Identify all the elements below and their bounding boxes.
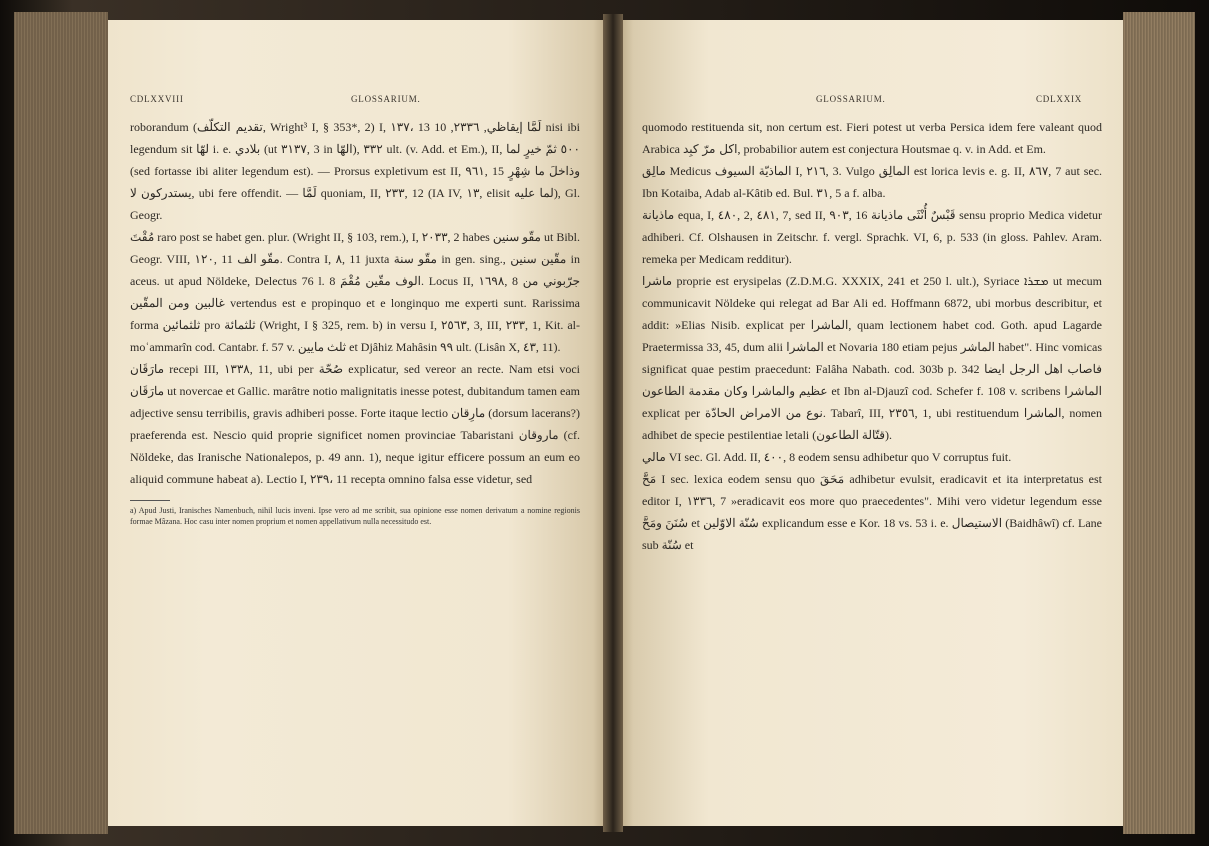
footnote-rule bbox=[130, 500, 170, 501]
left-page bbox=[108, 20, 608, 826]
entry-paragraph: ماشرا proprie est erysipelas (Z.D.M.G. XXXIX, 241 et 250 l. ult.), Syriace ܡܫܪܐ ut mecum communicavit Nöldeke qui relegat ad Bar Ali ed. Hoffmann 6872, ubi morbus describitur, et addit: »Elias Nisib. explicat per الماشرا, quam lectionem habet cod. Goth. apud Lagarde Praetermissa 33, 45, dum alii الماشرا et Novaria 180 etiam pejus الماشر habet". Hinc vomicas significat quae pestim praecedunt: Falâha Nabath. cod. 303b p. 342 فاصاب اهل الرجل ايضا عظيم والماشرا وكان مقدمة الطاعون et Ibn al-Djauzî cod. Schefer f. 108 v. scribens الماشرا explicat per نوع من الامراض الحادّة. Tabarî, III, ٢٣٥٦, 1, ubi restituendum الماشرا, nomen adhibet de specie pestilentiae letali (قتّالة الطاعون). bbox=[642, 274, 1103, 442]
footnote: a) Apud Justi, Iranisches Namenbuch, nihil lucis inveni. Ipse vero ad me scribit, sua opinione esse nomen derivatum a nomine regionis formae Mâzana. Hoc casu inter nomen proprium et nomen appellativum nulla necessitudo est. bbox=[130, 506, 580, 526]
entry-paragraph: مَحَّ I sec. lexica eodem sensu quo مَحَقَ adhibetur evulsit, eradicavit et ita interpretatus est editor I, ١٣٣٦, 7 »eradicavit eos more quo praecedentes". Mihi vero videtur legendum esse سُنَنَ ومَحَّ et سُنّة الاوّلين explicandum esse e Kor. 18 vs. 53 i. e. الاستيصال (Baidhâwî) cf. Lane sub سُنّة et bbox=[642, 472, 1102, 552]
page-number: CDLXXIX bbox=[1036, 94, 1083, 104]
entry-paragraph: مُقْتَ raro post se habet gen. plur. (Wright II, § 103, rem.), I, ٢٠٣٣, 2 habes مقّو سنين ut Bibl. Geogr. VIII, ١٢٠, 11 مقّو الف. Contra I, ٨, 11 juxta مقّو سنة in gen. sing., مقّين سنين in aceus. ut apud Nöldeke, Delectus 76 l. 8 الوف مقّين مُقْمَ. Locus II, ١٦٩٨, 8 جرّبوني من غالبين ومن المقّين vertendus est e propinquo et e longinquo me experti sunt. Rarissima forma ثلثمائين pro ثلثمائة (Wright, I § 325, rem. b) in versu I, ٢٥٦٣, 3, III, ٢٣٣, 1, Kit. al-moʿammarîn cod. Cantabr. f. 57 v. ثلث مايين et Djâhiz Mahâsin ٩٩ ult. (Lisân X, ٤٣, 11). bbox=[130, 230, 581, 354]
page-edges-right bbox=[1123, 12, 1195, 834]
page-edges-left bbox=[14, 12, 108, 834]
running-head: GLOSSARIUM. bbox=[816, 94, 886, 104]
right-page bbox=[618, 20, 1123, 826]
entry-paragraph: مالي VI sec. Gl. Add. II, ٤٠٠, 8 eodem sensu adhibetur quo V corruptus fuit. bbox=[642, 450, 1012, 464]
running-head: GLOSSARIUM. bbox=[351, 94, 421, 104]
entry-paragraph: ماذيانة equa, I, ٤٨٠, 2, ٤٨١, 7, sed II, ٩٠٣, 16 قَبْسٌ أُنْثَى ماذيانة sensu proprio Medica videtur adhiberi. Cf. Olshausen in Zeitschr. f. vergl. Sprachk. VI, 6, p. 533 (in gloss. Pahlev. Aram. remeka per Medicam redditur). bbox=[642, 208, 1103, 266]
entry-paragraph: مالِق Medicus الماذيّة السيوف I, ٢١٦, 3. Vulgo المالِق est lorica levis e. g. II, ٨٦٧, 7 aut sec. Ibn Kotaiba, Adab al-Kâtib ed. Bul. ٣١, 5 a f. alba. bbox=[642, 164, 1103, 200]
left-text-block bbox=[130, 116, 580, 527]
book-gutter bbox=[603, 14, 623, 832]
entry-paragraph: quomodo restituenda sit, non certum est. Fieri potest ut verba Persica idem fere valeant quod Arabica اكل مرّ كبِد, probabilior autem est conjectura Houtsmae q. v. in Add. et Em. bbox=[642, 120, 1102, 156]
right-text-block bbox=[642, 116, 1102, 556]
entry-paragraph: مارَقَان recepi III, ١٣٣٨, 11, ubi per صُحّة explicatur, sed vereor an recte. Nam etsi voci مارَقَان ut novercae et Gallic. marâtre notio malignitatis inesse potest, dubitandum tamen eam adjective sensu terribilis, gravis adhiberi posse. Forte itaque lectio مارِقان (dorsum lacerans?) praeferenda est. Nescio quid proprie significet nomen provinciae Tabaristani ماروقان (cf. Nöldeke, das Iranische Nationalepos, p. 49 ann. 1), neque igitur efficere possum an eum eo aliquid commune habeat a). Lectio I, ٢٣٩، 11 recepta omnino falsa esse videtur, sed bbox=[130, 362, 580, 486]
page-number: CDLXXVIII bbox=[130, 94, 184, 104]
entry-paragraph: roborandum (تقديم التكلّف, Wright³ I, § 353*, 2) I, ١٣٧، 13 لَمَّا إيقاظي, ٢٣٣٦, 10 nisi ibi legendum sit لهّا i. e. بلادي (ut ٣١٣٧, 3 in الهّا), ٣٣٢ ult. (v. Add. et Em.), II, ٥٠٠ ثمّ خيرٍ لما (sed fortasse ibi aliter legendum est). — Prorsus expletivum est II, ٩٦١, 15 وذاخلَ ما شِهْرٍ يستدركون لا, ubi fere offendit. — لَمَّا quoniam, II, ٢٣٣, 12 (IA IV, ١٣, elisit لما عليه), Gl. Geogr. bbox=[130, 120, 581, 222]
